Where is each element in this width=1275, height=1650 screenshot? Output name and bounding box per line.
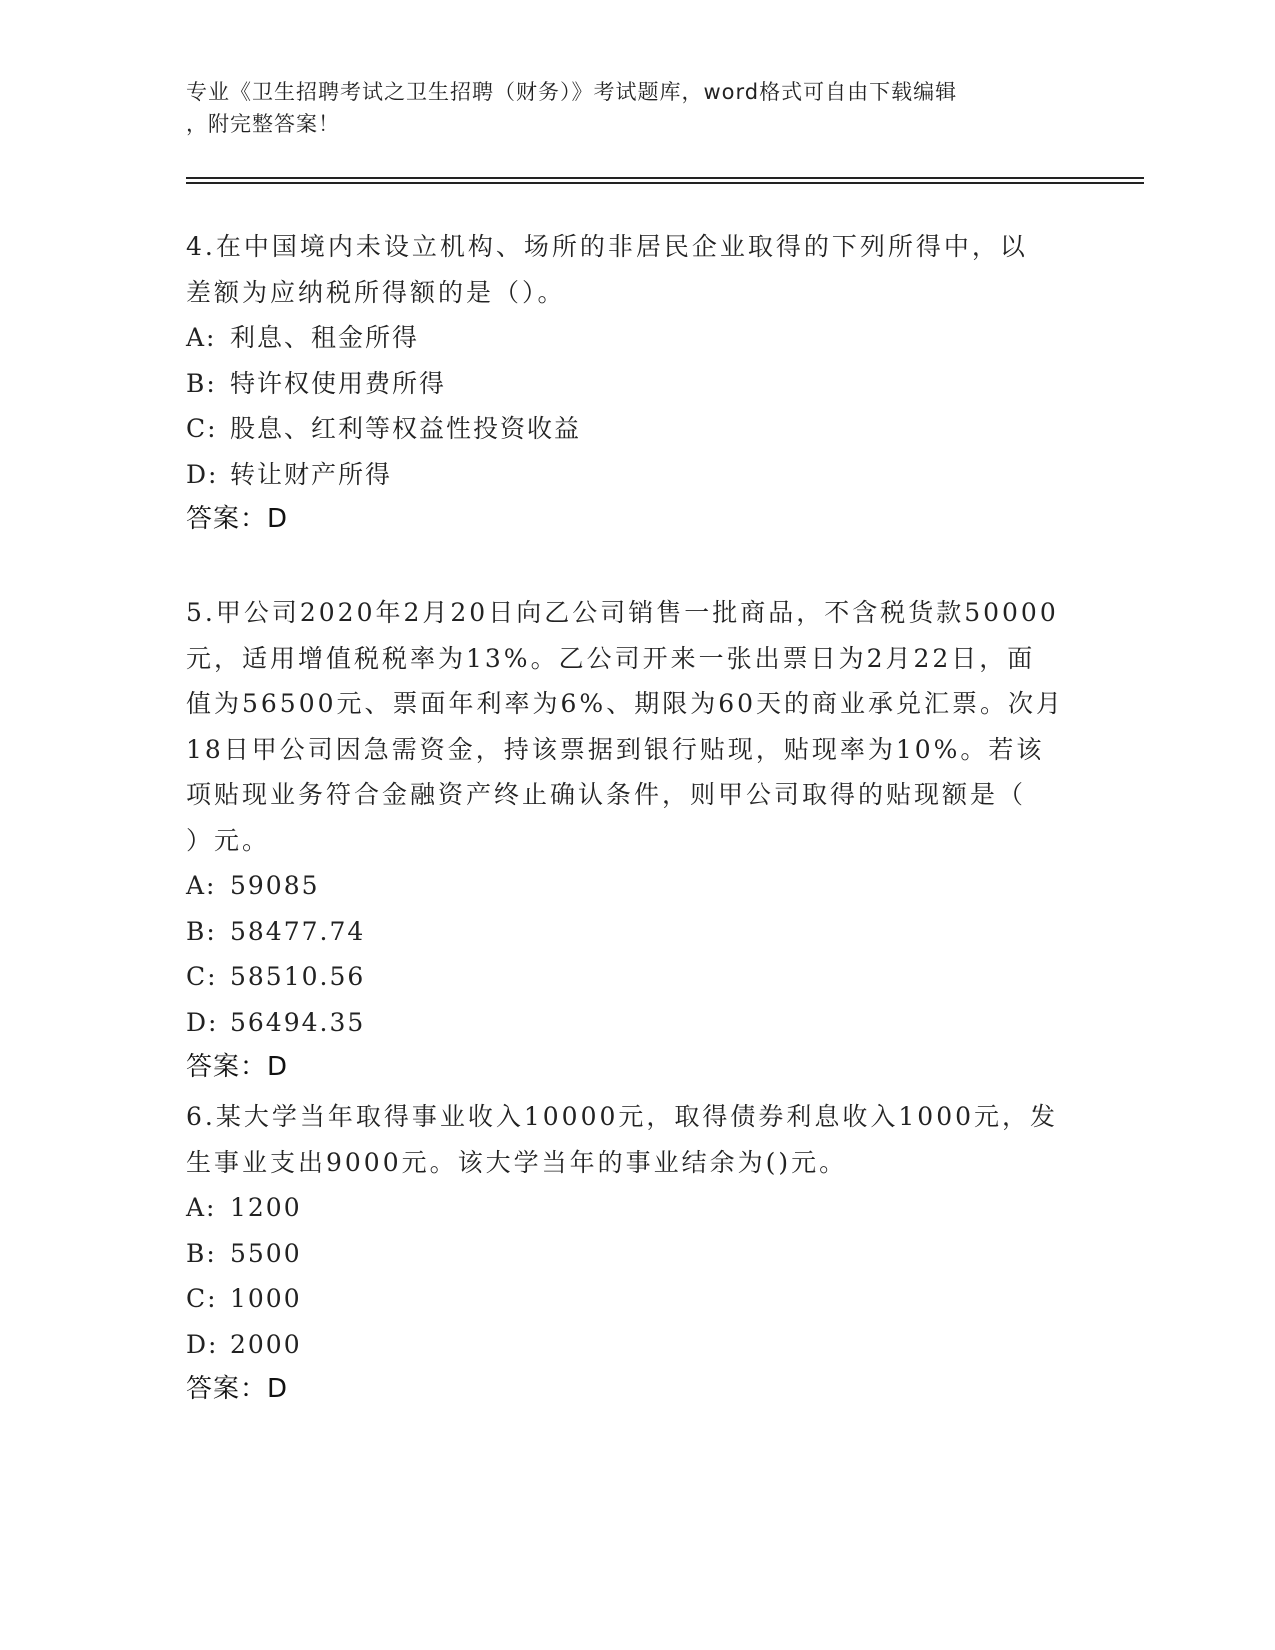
- option-b: [186, 909, 1086, 955]
- header-divider-bottom: [186, 182, 1144, 184]
- question-stem-line: ）元。: [186, 825, 271, 855]
- option-a: [186, 315, 1086, 361]
- question-6: [186, 1094, 1086, 1413]
- option-text: 59085: [230, 871, 320, 900]
- option-text: 5500: [230, 1238, 302, 1268]
- option-b: [186, 361, 1086, 407]
- answer-line: 答案：D: [186, 1052, 289, 1082]
- option-c: [186, 1276, 1086, 1322]
- question-4: [186, 224, 1086, 543]
- option-text: 利息、租金所得: [230, 323, 420, 352]
- option-d: [186, 1322, 1086, 1368]
- option-letter: A:: [186, 323, 217, 352]
- answer-line: 答案：D: [186, 504, 289, 534]
- question-stem-line: 项贴现业务符合金融资产终止确认条件，则甲公司取得的贴现额是（: [186, 780, 1027, 809]
- question-stem-line: 值为56500元、票面年利率为6%、期限为60天的商业承兑汇票。次月: [186, 689, 1065, 718]
- question-stem-line: 元，适用增值税税率为13%。乙公司开来一张出票日为2月22日，面: [186, 643, 1036, 673]
- option-text: 1000: [230, 1284, 302, 1313]
- option-text: 58510.56: [230, 962, 366, 991]
- question-stem-line: 5.甲公司2020年2月20日向乙公司销售一批商品，不含税货款50000: [186, 598, 1059, 627]
- question-5: [186, 590, 1086, 1091]
- option-text: 特许权使用费所得: [230, 368, 447, 398]
- option-text: 1200: [230, 1193, 302, 1222]
- question-stem-line: 4.在中国境内未设立机构、场所的非居民企业取得的下列所得中，以: [186, 232, 1028, 261]
- option-c: [186, 406, 1086, 452]
- option-letter: C:: [186, 414, 218, 443]
- option-letter: C:: [186, 1284, 218, 1313]
- header-line-1: 专业《卫生招聘考试之卫生招聘（财务）》考试题库，word格式可自由下载编辑: [186, 80, 958, 104]
- header-line-2: ，附完整答案！: [186, 112, 340, 136]
- option-letter: D:: [186, 459, 219, 489]
- option-text: 股息、红利等权益性投资收益: [230, 414, 582, 443]
- option-letter: B:: [186, 916, 217, 946]
- option-letter: B:: [186, 368, 217, 398]
- question-stem-line: 差额为应纳税所得额的是（）。: [186, 277, 566, 307]
- option-letter: D:: [186, 1007, 219, 1037]
- option-text: 58477.74: [230, 916, 366, 946]
- document-header: [186, 76, 1066, 140]
- option-text: 转让财产所得: [230, 459, 393, 489]
- option-d: [186, 452, 1086, 498]
- option-text: 2000: [230, 1329, 302, 1359]
- option-b: [186, 1231, 1086, 1277]
- option-letter: B:: [186, 1238, 217, 1268]
- option-letter: A:: [186, 1193, 217, 1222]
- option-text: 56494.35: [230, 1007, 366, 1037]
- option-a: [186, 1185, 1086, 1231]
- question-stem-line: 6.某大学当年取得事业收入10000元，取得债券利息收入1000元，发: [186, 1102, 1059, 1131]
- option-letter: D:: [186, 1329, 219, 1359]
- question-stem-line: 18日甲公司因急需资金，持该票据到银行贴现，贴现率为10%。若该: [186, 734, 1045, 764]
- question-stem-line: 生事业支出9000元。该大学当年的事业结余为()元。: [186, 1147, 848, 1177]
- option-letter: C:: [186, 962, 218, 991]
- answer-line: 答案：D: [186, 1374, 289, 1404]
- header-divider-top: [186, 177, 1144, 179]
- option-d: [186, 1000, 1086, 1046]
- option-letter: A:: [186, 871, 217, 900]
- option-a: [186, 863, 1086, 909]
- option-c: [186, 954, 1086, 1000]
